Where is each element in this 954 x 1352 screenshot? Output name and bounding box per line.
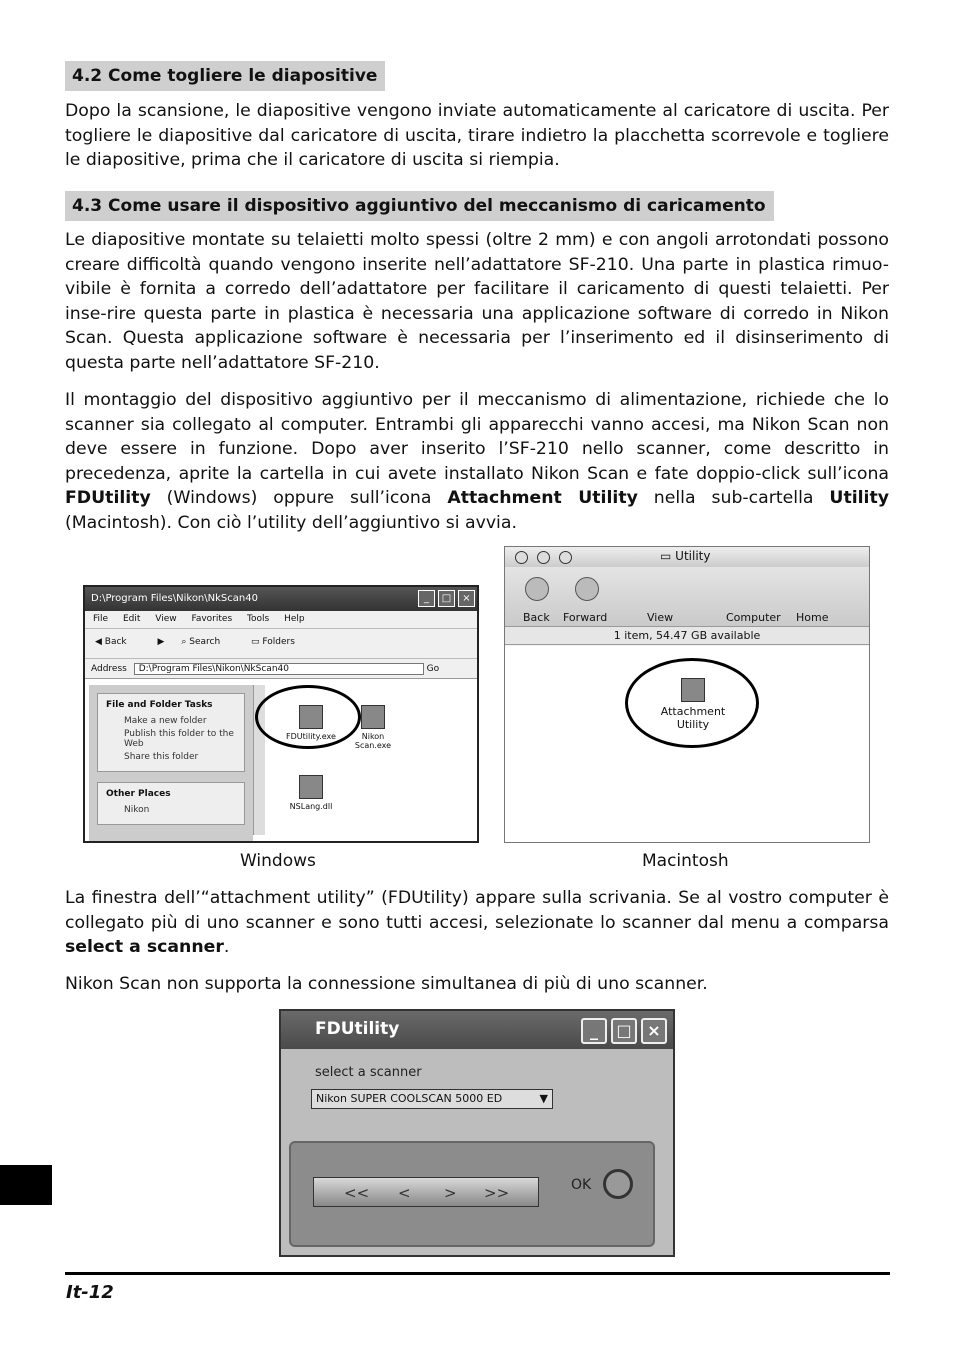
menu-file: File — [93, 614, 109, 624]
scanner-dropdown[interactable] — [311, 1089, 553, 1109]
window-title: ▭ Utility — [660, 549, 711, 563]
home-label: Home — [796, 611, 829, 624]
minimize-icon: _ — [418, 590, 435, 607]
zoom-icon — [559, 551, 572, 564]
section-4-3-para2: Il montaggio del dispositivo aggiuntivo per il meccanismo di alimentazione, richiede che lo scanner sia collegato al computer. Entrambi gli apparecchi vanno accesi, ma Nikon Scan non deve essere in funzione. Dopo aver inserito l’SF-210 nello scanner, come descritto in precedenza, aprite la cartella in cui avete installato Nikon Scan e fate doppio-click sull’icona FDUtility (Windows) oppure sull’icona Attachment Utility nella sub-cartella Utility (Macintosh). Con ciò l’utility dell’aggiuntivo si avvia. — [65, 390, 889, 533]
windows-caption: Windows — [240, 851, 316, 871]
task-item: Make a new folder — [124, 716, 207, 726]
close-icon: × — [458, 590, 475, 607]
toolbar — [85, 629, 477, 659]
section-heading-4-2: 4.2 Come togliere le diapositive — [65, 61, 385, 91]
go-button: Go — [426, 664, 440, 674]
highlight-ellipse — [255, 685, 361, 749]
section-4-2-text: Dopo la scansione, le diapositive vengono inviate automaticamente al caricatore di uscita. Per togliere le diapositive dal caricatore di uscita, tirare indietro la placchetta scorrevole e togliere le diapositive, prima che il caricatore di uscita si riempia. — [65, 101, 889, 171]
scanner-selected: Nikon SUPER COOLSCAN 5000 ED — [316, 1092, 503, 1105]
fdutility-paragraph: La finestra dell’“attachment utility” (FDUtility) appare sulla scrivania. Se al vostro computer è collegato più di uno scanner e sono tutti accesi, selezionate lo scanner dal menu a comparsa select a scanner. — [65, 888, 889, 958]
forward-label: Forward — [563, 611, 608, 624]
folders-button: ▭ Folders — [251, 637, 295, 647]
control-panel — [289, 1141, 655, 1247]
nslang-file — [281, 775, 341, 811]
menu-favorites: Favorites — [191, 614, 233, 624]
ok-label: OK — [571, 1177, 592, 1193]
back-button: ◀ Back — [95, 637, 127, 647]
fdutility-titlebar — [281, 1011, 673, 1049]
highlight-ellipse — [625, 658, 759, 748]
panel-title: File and Folder Tasks — [106, 700, 213, 710]
file-name: Nikon Scan.exe — [354, 732, 392, 750]
task-item: Share this folder — [124, 752, 199, 762]
menu-view: View — [155, 614, 177, 624]
menu-tools: Tools — [247, 614, 270, 624]
address-bar — [85, 659, 477, 679]
page-tab-marker — [0, 1165, 52, 1205]
toolbar — [505, 567, 869, 627]
file-area — [505, 646, 870, 843]
next-button[interactable]: > — [444, 1184, 457, 1202]
fdutility-body — [281, 1049, 673, 1255]
status-bar: 1 item, 54.47 GB available — [505, 627, 869, 645]
file-name: FDUtility.exe — [286, 732, 336, 741]
task-item: Publish this folder to the Web — [124, 729, 234, 749]
prev-button[interactable]: < — [398, 1184, 411, 1202]
view-label: View — [647, 611, 674, 624]
place-item: Nikon — [124, 805, 150, 815]
transport-bar — [313, 1177, 539, 1207]
fdutility-title: FDUtility — [315, 1019, 400, 1039]
chevron-down-icon: ▼ — [539, 1092, 548, 1105]
fast-forward-button[interactable]: >> — [484, 1184, 510, 1202]
back-label: Back — [523, 611, 550, 624]
tasks-sidebar — [89, 685, 253, 843]
page-number: It-12 — [66, 1282, 114, 1303]
file-name: NSLang.dll — [289, 802, 333, 811]
other-places-panel — [97, 782, 245, 825]
back-icon — [525, 577, 549, 601]
exe-icon — [361, 705, 385, 729]
file-name: Attachment Utility — [660, 705, 726, 731]
forward-icon — [575, 577, 599, 601]
section-4-3-para1: Le diapositive montate su telaietti molto spessi (oltre 2 mm) e con angoli arrotondati possono creare difficoltà quando vengono inserite nell’adattatore SF-210. Una parte in plastica rimuo-vibile è fornita a corredo dell’adattatore per facilitare il caricamento di questi telaietti. Per inse-rire questa parte in plastica è necessaria una applicazione software di corredo in Nikon Scan. Questa applicazione software è necessaria per l’inserimento ed il disinserimento di questa parte nell’adattatore SF-210. — [65, 230, 889, 373]
footer-rule — [65, 1272, 890, 1275]
minimize-icon[interactable]: _ — [581, 1018, 607, 1044]
address-field: D:\Program Files\Nikon\NkScan40 — [134, 663, 424, 675]
fdutility-window — [279, 1009, 675, 1257]
address-label: Address — [91, 664, 127, 674]
computer-label: Computer — [726, 611, 781, 624]
ok-button[interactable] — [603, 1169, 633, 1199]
forward-icon: ▶ — [157, 637, 165, 647]
close-icon — [515, 551, 528, 564]
windows-explorer-screenshot — [83, 585, 479, 843]
search-button: ⌕ Search — [181, 637, 221, 647]
dll-icon — [299, 775, 323, 799]
rewind-button[interactable]: << — [344, 1184, 370, 1202]
panel-title: Other Places — [106, 789, 171, 799]
minimize-icon — [537, 551, 550, 564]
mac-caption: Macintosh — [642, 851, 729, 871]
close-icon[interactable]: × — [641, 1018, 667, 1044]
menu-edit: Edit — [122, 614, 141, 624]
window-titlebar — [85, 587, 477, 611]
window-title: D:\Program Files\Nikon\NkScan40 — [91, 593, 258, 604]
note-paragraph: Nikon Scan non supporta la connessione simultanea di più di uno scanner. — [65, 974, 708, 994]
select-scanner-label: select a scanner — [315, 1065, 422, 1080]
maximize-icon[interactable]: □ — [611, 1018, 637, 1044]
section-heading-4-3: 4.3 Come usare il dispositivo aggiuntivo del meccanismo di caricamento — [65, 191, 774, 221]
maximize-icon: □ — [438, 590, 455, 607]
mac-finder-screenshot — [504, 546, 870, 843]
menu-help: Help — [284, 614, 305, 624]
file-folder-tasks-panel — [97, 693, 245, 772]
menu-bar — [85, 611, 477, 629]
window-titlebar — [505, 547, 869, 567]
